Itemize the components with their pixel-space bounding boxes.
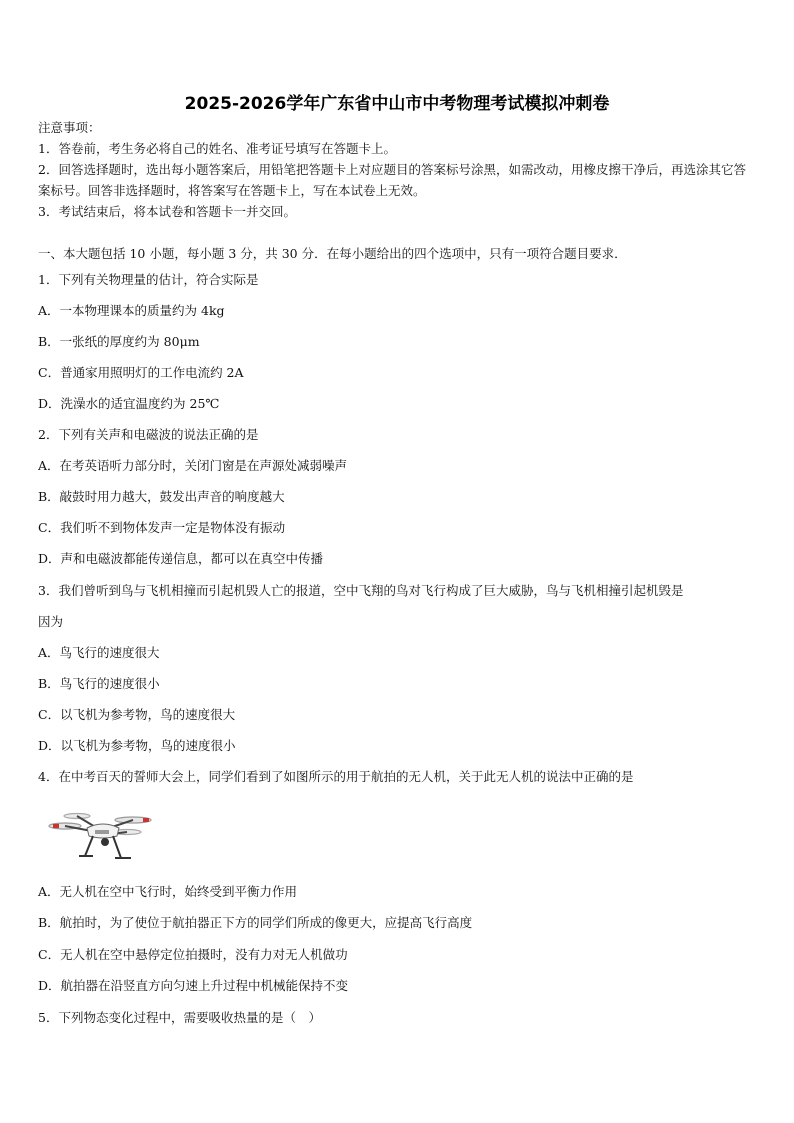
question-4-option-d: D．航拍器在沿竖直方向匀速上升过程中机械能保持不变 xyxy=(38,978,349,993)
question-3-option-c: C．以飞机为参考物，鸟的速度很大 xyxy=(38,707,236,722)
question-3-stem-line-1: 3．我们曾听到鸟与飞机相撞而引起机毁人亡的报道，空中飞翔的鸟对飞行构成了巨大威胁，鸟与飞机相撞引起机毁是 xyxy=(38,583,684,598)
notice-item-3: 3．考试结束后，将本试卷和答题卡一并交回。 xyxy=(38,204,296,219)
notice-list xyxy=(38,138,758,222)
question-4-option-a: A．无人机在空中飞行时，始终受到平衡力作用 xyxy=(38,884,298,899)
notice-item-2: 2．回答选择题时，选出每小题答案后，用铅笔把答题卡上对应题目的答案标号涂黑，如需改动，用橡皮擦干净后，再选涂其它答案标号。回答非选择题时，将答案写在答题卡上，写在本试卷上无效。 xyxy=(38,162,746,198)
question-1-option-a: A．一本物理课本的质量约为 4kg xyxy=(38,303,225,318)
notice-item-1: 1．答卷前，考生务必将自己的姓名、准考证号填写在答题卡上。 xyxy=(38,141,396,156)
question-2-option-a: A．在考英语听力部分时，关闭门窗是在声源处减弱噪声 xyxy=(38,458,348,473)
question-1-option-c: C．普通家用照明灯的工作电流约 2A xyxy=(38,365,244,380)
question-1-option-d: D．洗澡水的适宜温度约为 25℃ xyxy=(38,396,220,411)
drone-image xyxy=(47,806,157,868)
page-title: 2025-2026学年广东省中山市中考物理考试模拟冲刺卷 xyxy=(184,94,610,114)
question-4-option-b: B．航拍时，为了使位于航拍器正下方的同学们所成的像更大，应提高飞行高度 xyxy=(38,915,473,930)
question-3-option-b: B．鸟飞行的速度很小 xyxy=(38,676,160,691)
question-5-stem: 5．下列物态变化过程中，需要吸收热量的是（ ） xyxy=(38,1010,321,1025)
question-4-option-c: C．无人机在空中悬停定位拍摄时，没有力对无人机做功 xyxy=(38,947,348,962)
section-heading: 一、本大题包括 10 小题，每小题 3 分，共 30 分．在每小题给出的四个选项中，只有一项符合题目要求． xyxy=(38,246,627,261)
question-2-option-b: B．敲鼓时用力越大，鼓发出声音的响度越大 xyxy=(38,489,285,504)
question-2-option-c: C．我们听不到物体发声一定是物体没有振动 xyxy=(38,520,286,535)
notice-heading: 注意事项： xyxy=(38,120,101,135)
question-1-stem: 1．下列有关物理量的估计，符合实际是 xyxy=(38,272,259,287)
question-1-option-b: B．一张纸的厚度约为 80μm xyxy=(38,334,200,349)
question-2-option-d: D．声和电磁波都能传递信息，都可以在真空中传播 xyxy=(38,551,324,566)
question-3-option-a: A．鸟飞行的速度很大 xyxy=(38,645,160,660)
question-3-stem-line-2: 因为 xyxy=(38,614,64,629)
question-4-stem: 4．在中考百天的誓师大会上，同学们看到了如图所示的用于航拍的无人机，关于此无人机的说法中正确的是 xyxy=(38,769,634,784)
question-3-option-d: D．以飞机为参考物，鸟的速度很小 xyxy=(38,738,236,753)
question-2-stem: 2．下列有关声和电磁波的说法正确的是 xyxy=(38,427,259,442)
